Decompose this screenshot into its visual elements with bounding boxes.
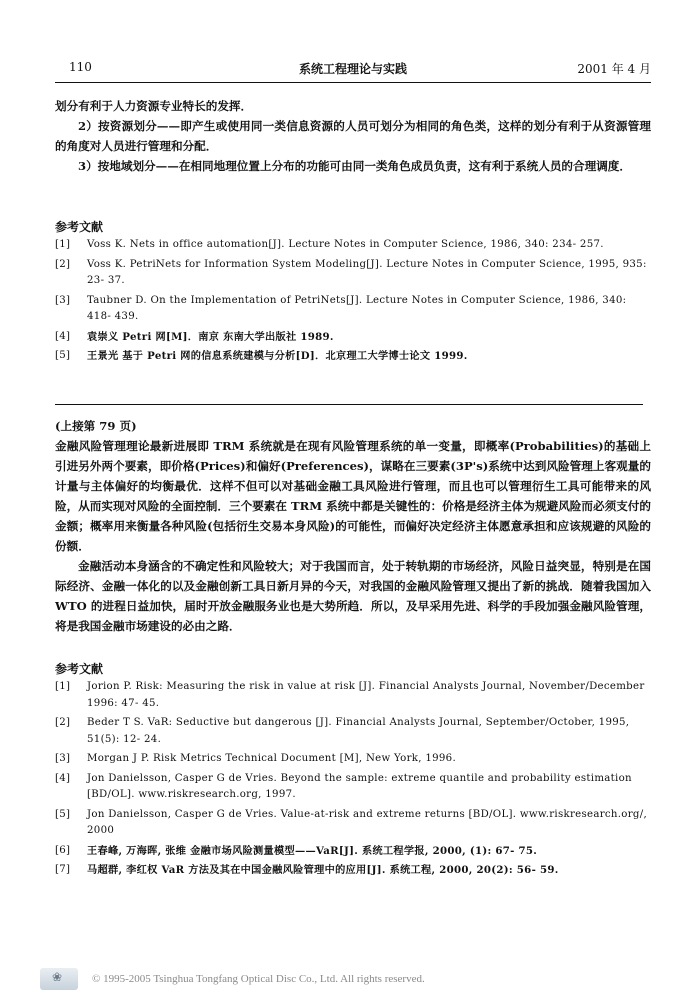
reference-text: 马超群, 李红权 VaR 方法及其在中国金融风险管理中的应用[J]. 系统工程, 2000, 20(2): 56- 59. (87, 864, 559, 876)
paragraph-region-division: 3）按地域划分——在相同地理位置上分布的功能可由同一类角色成员负责，这有利于系统人员的合理调度． (78, 159, 631, 173)
reference-text: Morgan J P. Risk Metrics Technical Document [M], New York, 1996. (87, 753, 456, 764)
logo-swirl-icon: ❀ (52, 970, 63, 984)
reference-item (55, 257, 651, 290)
reference-item (55, 843, 651, 860)
reference-text: 袁崇义 Petri 网[M]．南京 东南大学出版社 1989. (87, 330, 334, 343)
reference-number: [3] (55, 753, 71, 764)
journal-title: 系统工程理论与实践 (298, 62, 407, 76)
reference-number: [2] (55, 258, 71, 270)
reference-item (55, 807, 651, 840)
reference-text: Jon Danielsson, Casper G de Vries. Beyond the sample: extreme quantile and probability estimation [BD/OL]. www.riskresearch.org, 1997. (87, 772, 632, 800)
publisher-logo (40, 968, 78, 990)
reference-item (55, 862, 651, 879)
reference-text: 王春峰, 万海晖, 张维 金融市场风险测量模型——VaR[J]. 系统工程学报, 2000, (1): 67- 75. (87, 844, 538, 857)
reference-number: [2] (55, 717, 71, 728)
reference-number: [3] (55, 294, 71, 306)
reference-number: [5] (55, 350, 71, 361)
header-rule (55, 82, 651, 83)
reference-number: [7] (55, 864, 71, 875)
reference-number: [6] (55, 844, 71, 856)
reference-text: Jon Danielsson, Casper G de Vries. Value-at-risk and extreme returns [BD/OL]. www.riskresearch.org/, 2000 (87, 808, 647, 836)
reference-item (55, 237, 651, 254)
reference-item (55, 715, 651, 748)
page-footer (40, 966, 660, 994)
reference-text: Jorion P. Risk: Measuring the risk in value at risk [J]. Financial Analysts Journal, November/December 1996: 47- 45. (87, 681, 645, 709)
reference-number: [4] (55, 330, 71, 342)
running-header (55, 60, 651, 78)
reference-text: Voss K. PetriNets for Information System Modeling[J]. Lecture Notes in Computer Science, 1995, 935: 23- 37. (87, 258, 647, 286)
reference-number: [4] (55, 772, 71, 784)
issue-date: 2001 年 4 月 (577, 62, 651, 76)
reference-item (55, 751, 651, 768)
reference-list-1 (55, 237, 651, 368)
reference-text: Beder T S. VaR: Seductive but dangerous [J]. Financial Analysts Journal, September/October, 1995, 51(5): 12- 24. (87, 717, 630, 745)
reference-text: 王景光 基于 Petri 网的信息系统建模与分析[D]．北京理工大学博士论文 1999. (87, 350, 468, 362)
reference-item (55, 348, 651, 365)
paragraph-financial-risk: 金融活动本身涵含的不确定性和风险较大；对于我国而言，处于转轨期的市场经济，风险日益突显，特别是在国际经济、金融一体化的以及金融创新工具日新月异的今天，对我国的金融风险管理又提出了新的挑战．随着我国加入WTO 的进程日益加快，届时开放金融服务业也是大势所趋．所以，及早采用先进、科学的手段加强金融风险管理，将是我国金融市场建设的必由之路． (55, 559, 651, 633)
reference-list-2 (55, 679, 651, 882)
reference-text: Taubner D. On the Implementation of PetriNets[J]. Lecture Notes in Computer Science, 1986, 340: 418- 439. (87, 294, 627, 322)
reference-number: [1] (55, 681, 71, 692)
section-divider (55, 404, 643, 405)
copyright-notice: © 1995-2005 Tsinghua Tongfang Optical Disc Co., Ltd. All rights reserved. (92, 973, 425, 985)
reference-item (55, 771, 651, 804)
references-heading-1: 参考文献 (55, 220, 104, 234)
page-number: 110 (69, 60, 92, 74)
reference-item (55, 679, 651, 712)
references-heading-2: 参考文献 (55, 662, 104, 676)
reference-text: Voss K. Nets in office automation[J]. Lecture Notes in Computer Science, 1986, 340: 234- 257. (87, 239, 604, 250)
reference-item (55, 293, 651, 326)
reference-number: [5] (55, 808, 71, 820)
paragraph-resource-division: 2）按资源划分——即产生或使用同一类信息资源的人员可划分为相同的角色类，这样的划分有利于从资源管理的角度对人员进行管理和分配． (55, 119, 651, 153)
continued-from-label: (上接第 79 页) (55, 419, 137, 433)
paragraph-trm-system: 金融风险管理理论最新进展即 TRM 系统就是在现有风险管理系统的单一变量，即概率(Probabilities)的基础上引进另外两个要素，即价格(Prices)和偏好(Preferences)，谋略在三要素(3P's)系统中达到风险管理上客观量的计量与主体偏好的均衡最优．这样不但可以对基础金融工具风险进行管理，而且也可以管理衍生工具可能带来的风险，从而实现对风险的全面控制．三个要素在 TRM 系统中都是关键性的：价格是经济主体为规避风险而必须支付的金额；概率用来衡量各种风险(包括衍生交易本身风险)的可能性，而偏好决定经济主体愿意承担和应该规避的风险的份额． (55, 439, 651, 553)
reference-number: [1] (55, 239, 71, 250)
paragraph-continuation: 划分有利于人力资源专业特长的发挥． (55, 99, 253, 113)
reference-item (55, 329, 651, 346)
